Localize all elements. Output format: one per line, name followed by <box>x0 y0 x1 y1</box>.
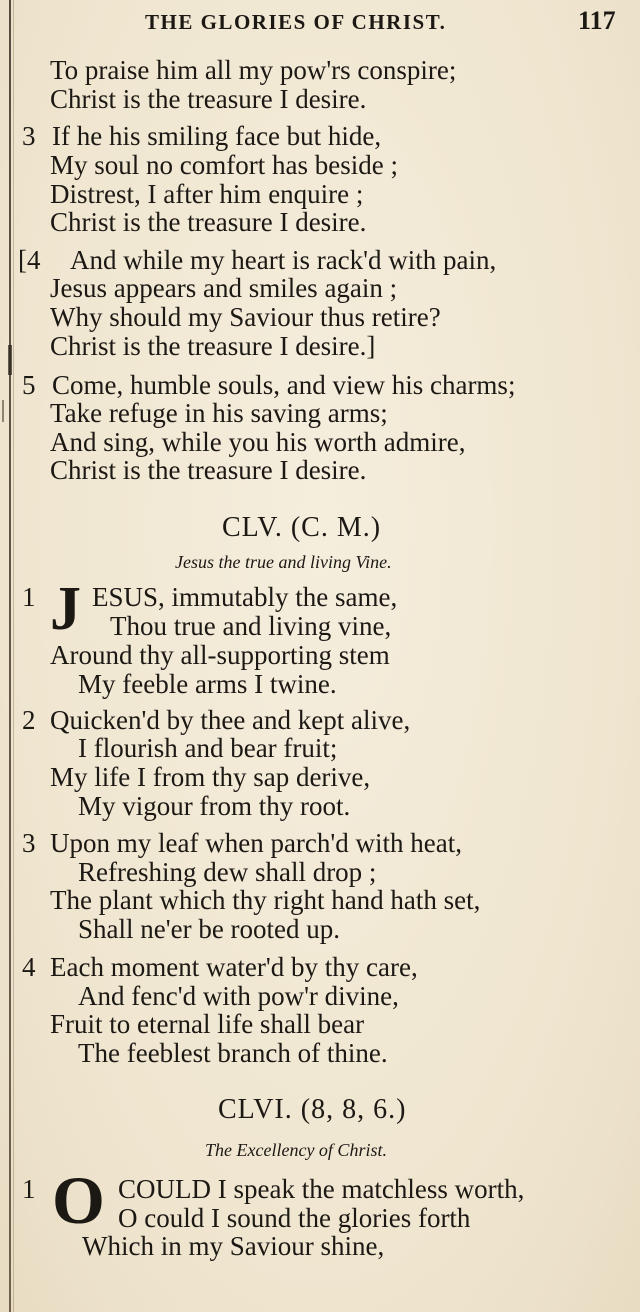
verse-line: Shall ne'er be rooted up. <box>78 914 341 944</box>
margin-ink-mark <box>2 400 4 422</box>
verse-line: ESUS, immutably the same, <box>92 582 398 612</box>
verse-line: Around thy all-supporting stem <box>50 640 390 670</box>
verse-number: 2 <box>22 705 36 735</box>
verse-line: Upon my leaf when parch'd with heat, <box>50 828 462 858</box>
verse-line: COULD I speak the matchless worth, <box>118 1174 525 1204</box>
verse-line: And while my heart is rack'd with pain, <box>70 245 497 275</box>
verse-line: O could I sound the glories forth <box>118 1203 471 1233</box>
verse-line: Jesus appears and smiles again ; <box>50 273 398 303</box>
continuation-line: Christ is the treasure I desire. <box>50 84 367 114</box>
verse-line: Quicken'd by thee and kept alive, <box>50 705 411 735</box>
page-gutter-shadow <box>13 0 14 1312</box>
hymn-heading: CLV. (C. M.) <box>222 512 382 543</box>
verse-line: My life I from thy sap derive, <box>50 762 371 792</box>
verse-line: My soul no comfort has beside ; <box>50 150 398 180</box>
verse-line: My vigour from thy root. <box>78 791 351 821</box>
verse-line: And fenc'd with pow'r divine, <box>78 981 399 1011</box>
verse-line: If he his smiling face but hide, <box>52 121 382 151</box>
running-title: THE GLORIES OF CHRIST. <box>145 10 447 34</box>
verse-number: [4 <box>18 245 41 275</box>
verse-number: 3 <box>22 121 36 151</box>
verse-line: And sing, while you his worth admire, <box>50 427 466 457</box>
verse-number: 1 <box>22 1174 36 1204</box>
page-header <box>0 6 640 38</box>
verse-line: Each moment water'd by thy care, <box>50 952 418 982</box>
hymn-heading: CLVI. (8, 8, 6.) <box>218 1094 407 1125</box>
verse-line: I flourish and bear fruit; <box>78 733 338 763</box>
verse-line: The plant which thy right hand hath set, <box>50 885 481 915</box>
verse-number: 5 <box>22 370 36 400</box>
verse-line: Take refuge in his saving arms; <box>50 398 388 428</box>
drop-cap: J <box>50 575 81 643</box>
verse-number: 3 <box>22 828 36 858</box>
verse-line: Distrest, I after him enquire ; <box>50 179 364 209</box>
hymn-subtitle: The Excellency of Christ. <box>205 1140 387 1160</box>
verse-line: My feeble arms I twine. <box>78 669 337 699</box>
page-gutter-edge <box>9 0 11 1312</box>
verse-number: 4 <box>22 952 36 982</box>
drop-cap: O <box>52 1162 105 1238</box>
hymn-subtitle: Jesus the true and living Vine. <box>175 552 392 572</box>
verse-line: Christ is the treasure I desire.] <box>50 331 376 361</box>
page-number: 117 <box>578 6 616 35</box>
verse-line: Refreshing dew shall drop ; <box>78 857 377 887</box>
verse-line: Christ is the treasure I desire. <box>50 455 367 485</box>
margin-ink-mark <box>8 345 12 375</box>
verse-line: Thou true and living vine, <box>110 611 392 641</box>
verse-number: 1 <box>22 582 36 612</box>
verse-line: Christ is the treasure I desire. <box>50 207 367 237</box>
verse-line: The feeblest branch of thine. <box>78 1038 388 1068</box>
continuation-line: To praise him all my pow'rs conspire; <box>50 55 457 85</box>
verse-line: Come, humble souls, and view his charms; <box>52 370 516 400</box>
verse-line: Why should my Saviour thus retire? <box>50 302 441 332</box>
verse-line: Which in my Saviour shine, <box>82 1231 385 1261</box>
verse-line: Fruit to eternal life shall bear <box>50 1009 365 1039</box>
